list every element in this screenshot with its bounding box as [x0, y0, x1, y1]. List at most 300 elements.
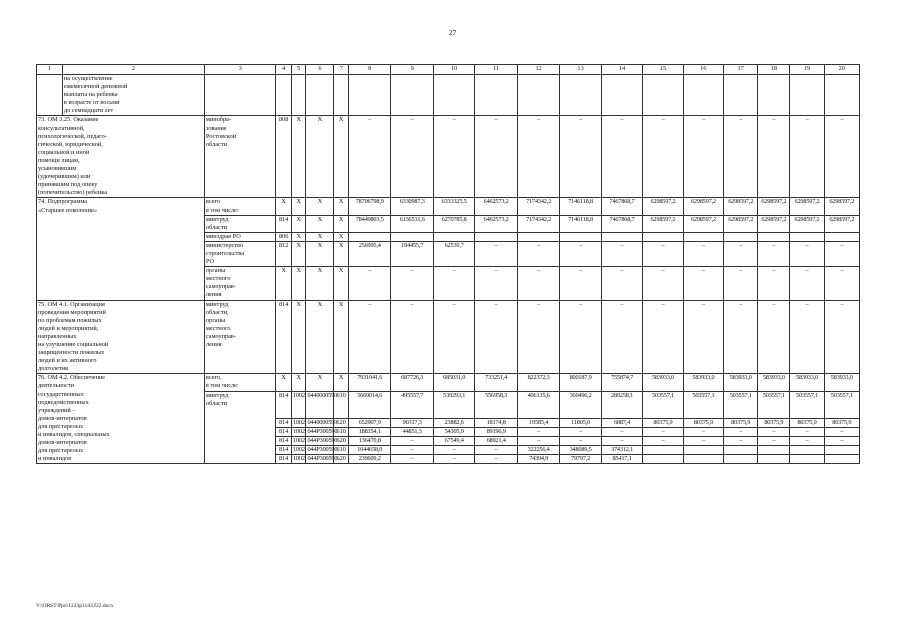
value-cell: –: [560, 437, 601, 446]
code-cell: Х: [334, 267, 349, 300]
value-cell: 79797,2: [560, 455, 601, 464]
name-line: в возрасте от восьми: [63, 99, 120, 107]
executor-line: строительства: [205, 249, 244, 257]
code-cell: 0440000590: [306, 391, 334, 418]
executor-line: области,: [205, 308, 229, 316]
row-number-cell: [37, 75, 63, 116]
empty-cell: [724, 75, 758, 116]
value-cell: 583933,0: [724, 374, 758, 391]
name-line: на осуществление: [63, 75, 113, 82]
empty-cell: [433, 75, 474, 116]
code-cell: Х: [291, 267, 306, 300]
value-cell: 54305,9: [433, 428, 474, 437]
value-cell: –: [433, 446, 474, 455]
code-cell: 610: [334, 428, 349, 437]
name-line: защищенности пожилых: [38, 349, 105, 357]
value-cell: 7146118,8: [560, 198, 601, 215]
value-cell: –: [643, 267, 683, 300]
value-cell: [643, 446, 683, 455]
value-cell: [790, 455, 824, 464]
value-cell: 348089,5: [560, 446, 601, 455]
name-line: проведения мероприятий: [38, 308, 106, 316]
value-cell: 6330987,3: [391, 198, 433, 215]
value-cell: [790, 446, 824, 455]
value-cell: 85417,1: [601, 455, 642, 464]
executor-line: ления: [205, 341, 222, 348]
code-cell: Х: [334, 300, 349, 374]
value-cell: 503557,1: [643, 391, 683, 418]
value-cell: [348, 232, 390, 241]
code-cell: 814: [276, 455, 292, 464]
value-cell: –: [517, 116, 559, 198]
table-row: [37, 75, 860, 116]
value-cell: –: [560, 267, 601, 300]
column-header: 5: [291, 65, 306, 75]
value-cell: –: [601, 300, 642, 374]
code-cell: Х: [306, 267, 334, 300]
code-cell: Х: [291, 215, 306, 232]
code-cell: Х: [291, 241, 306, 266]
code-cell: 044Р300590: [307, 446, 338, 454]
value-cell: 406135,6: [517, 391, 559, 418]
executor-cell: [204, 241, 276, 266]
name-line: психологической, педаго-: [38, 132, 107, 140]
value-cell: 80375,9: [724, 418, 758, 427]
executor-line: в том числе:: [205, 206, 239, 214]
value-cell: 6462573,2: [475, 215, 517, 232]
name-line: ежемесячной денежной: [63, 83, 128, 91]
code-cell: Х: [306, 241, 334, 266]
code-cell: 1002: [292, 455, 305, 463]
column-header: 14: [601, 65, 642, 75]
value-cell: [758, 232, 790, 241]
executor-cell: [204, 198, 276, 215]
column-header: 11: [475, 65, 517, 75]
value-cell: [724, 446, 758, 455]
value-cell: [683, 232, 723, 241]
executor-line: ления: [205, 291, 222, 299]
value-cell: –: [391, 455, 433, 464]
code-cell: 814: [276, 437, 292, 446]
code-cell: 1002: [292, 418, 305, 426]
value-cell: 6298597,2: [643, 215, 683, 232]
value-cell: –: [683, 300, 723, 374]
value-cell: [643, 232, 683, 241]
code-cell: Х: [334, 241, 349, 266]
name-line: до семнадцати лет: [63, 107, 114, 115]
value-cell: 19585,4: [517, 418, 559, 427]
name-line: «Старшее поколение»: [38, 206, 97, 214]
value-cell: 6298597,2: [683, 198, 723, 215]
code-cell: 808: [276, 116, 292, 198]
value-cell: 503557,1: [758, 391, 790, 418]
value-cell: 503557,1: [683, 391, 723, 418]
executor-line: Ростовской: [205, 132, 237, 140]
value-cell: –: [643, 437, 683, 446]
name-line: (попечительство) ребенка: [38, 189, 108, 197]
value-cell: 6298597,2: [790, 198, 824, 215]
value-cell: –: [683, 267, 723, 300]
value-cell: –: [601, 241, 642, 266]
empty-cell: [348, 75, 390, 116]
value-cell: [758, 455, 790, 464]
empty-cell: [560, 75, 601, 116]
value-cell: –: [391, 267, 433, 300]
executor-line: минтруд: [205, 391, 229, 399]
column-header: 18: [758, 65, 790, 75]
executor-line: самоуправ-: [205, 283, 236, 291]
value-cell: 239609,2: [348, 455, 390, 464]
code-cell: Х: [306, 116, 334, 198]
value-cell: 6298597,2: [824, 198, 859, 215]
name-line: помощи лицам,: [38, 156, 80, 164]
name-cell: [37, 116, 205, 198]
value-cell: –: [475, 116, 517, 198]
value-cell: –: [517, 437, 559, 446]
name-line: для престарелых: [38, 447, 84, 455]
code-cell: 1002: [291, 391, 306, 418]
code-cell: 814: [276, 391, 292, 418]
value-cell: 6298597,2: [724, 215, 758, 232]
name-line: для престарелых: [38, 422, 84, 430]
value-cell: –: [475, 241, 517, 266]
value-cell: 583933,0: [824, 374, 859, 391]
executor-cell: [204, 232, 276, 241]
value-cell: –: [643, 241, 683, 266]
value-cell: [724, 455, 758, 464]
value-cell: –: [824, 116, 859, 198]
code-cell: Х: [276, 198, 292, 215]
code-cell: 1002: [292, 446, 305, 454]
value-cell: 1044658,0: [348, 446, 390, 455]
value-cell: –: [391, 446, 433, 455]
name-line: 75. ОМ 4.1. Организация: [38, 300, 105, 308]
code-cell: 044Р300590: [307, 428, 338, 436]
value-cell: 556958,3: [475, 391, 517, 418]
value-cell: [824, 455, 859, 464]
name-cell: [37, 374, 205, 464]
executor-cell: [204, 391, 276, 464]
value-cell: 6462573,2: [475, 198, 517, 215]
code-cell: Х: [291, 300, 306, 374]
value-cell: 78706798,9: [348, 198, 390, 215]
value-cell: [475, 232, 517, 241]
value-cell: 583933,0: [683, 374, 723, 391]
code-cell: 620: [334, 418, 349, 427]
value-cell: –: [824, 267, 859, 300]
value-cell: 822372,3: [517, 374, 559, 391]
value-cell: 80375,9: [824, 418, 859, 427]
code-cell: Х: [276, 374, 292, 391]
value-cell: 7146118,8: [560, 215, 601, 232]
name-line: принявшим под опеку: [38, 181, 98, 189]
value-cell: –: [560, 300, 601, 374]
code-cell: 610: [334, 391, 349, 418]
code-cell: Х: [291, 374, 306, 391]
name-line: консультативной,: [38, 124, 85, 132]
value-cell: –: [517, 241, 559, 266]
name-line: 76. ОМ 4.2. Обеспечение: [38, 374, 106, 382]
executor-cell: [204, 116, 276, 198]
value-cell: 322256,4: [517, 446, 559, 455]
value-cell: –: [475, 267, 517, 300]
value-cell: 687726,3: [391, 374, 433, 391]
value-cell: 136470,8: [348, 437, 390, 446]
empty-cell: [204, 75, 276, 116]
executor-line: РО: [205, 258, 215, 266]
value-cell: 7467868,7: [601, 198, 642, 215]
column-header: 16: [683, 65, 723, 75]
value-cell: –: [790, 437, 824, 446]
value-cell: [683, 455, 723, 464]
column-header: 2: [62, 65, 204, 75]
name-line: и инвалидов: [38, 455, 72, 463]
code-cell: Х: [334, 374, 349, 391]
empty-cell: [391, 75, 433, 116]
column-header: 15: [643, 65, 683, 75]
value-cell: 68921,4: [475, 437, 517, 446]
code-cell: 620: [334, 455, 349, 464]
value-cell: 7174342,2: [517, 198, 559, 215]
value-cell: –: [790, 300, 824, 374]
value-cell: –: [758, 267, 790, 300]
budget-table: [36, 64, 860, 464]
table-row: [37, 198, 860, 215]
code-cell: Х: [291, 116, 306, 198]
value-cell: –: [560, 241, 601, 266]
value-cell: [643, 455, 683, 464]
value-cell: –: [643, 300, 683, 374]
footer-file-path: Y:\ORST\Ppo\1223p1143.f22.docx: [36, 603, 114, 609]
value-cell: 90317,3: [391, 418, 433, 427]
name-line: домов-интернатов: [38, 414, 87, 422]
value-cell: 495557,7: [391, 391, 433, 418]
value-cell: –: [517, 300, 559, 374]
code-cell: 1002: [292, 437, 305, 445]
name-line: учреждений –: [38, 406, 76, 414]
value-cell: –: [724, 300, 758, 374]
code-cell: Х: [306, 232, 334, 241]
value-cell: 89196,9: [475, 428, 517, 437]
column-header: 4: [276, 65, 292, 75]
code-cell: Х: [306, 374, 334, 391]
name-line: 73. ОМ 3.25. Оказание: [38, 116, 99, 124]
empty-cell: [517, 75, 559, 116]
code-cell: Х: [291, 198, 306, 215]
column-header: 19: [790, 65, 824, 75]
code-cell: Х: [334, 232, 349, 241]
executor-line: всего: [205, 198, 221, 206]
value-cell: –: [758, 428, 790, 437]
value-cell: 503557,1: [824, 391, 859, 418]
value-cell: 7174342,2: [517, 215, 559, 232]
name-line: (удочерившим) или: [38, 173, 91, 181]
value-cell: –: [560, 116, 601, 198]
value-cell: –: [517, 267, 559, 300]
code-cell: 620: [334, 437, 349, 446]
name-line: по проблемам пожилых: [38, 316, 102, 324]
column-header: 8: [348, 65, 390, 75]
code-cell: 610: [334, 446, 349, 455]
page-number: 27: [448, 28, 457, 37]
executor-cell: [204, 215, 276, 232]
value-cell: 652907,9: [348, 418, 390, 427]
code-cell: Х: [334, 198, 349, 215]
value-cell: 5669014,6: [348, 391, 390, 418]
value-cell: 256995,4: [348, 241, 390, 266]
empty-cell: [291, 75, 306, 116]
name-line: людей и мероприятий,: [38, 324, 99, 332]
value-cell: 755874,7: [601, 374, 642, 391]
value-cell: –: [758, 116, 790, 198]
value-cell: –: [433, 267, 474, 300]
executor-line: минтруд: [205, 300, 229, 308]
value-cell: –: [824, 437, 859, 446]
name-line: подведомственных: [38, 398, 89, 406]
code-cell: Х: [306, 215, 334, 232]
value-cell: –: [433, 116, 474, 198]
value-cell: 6298597,2: [824, 215, 859, 232]
executor-line: всего,: [205, 374, 222, 382]
code-cell: Х: [334, 215, 349, 232]
value-cell: 503557,1: [724, 391, 758, 418]
value-cell: –: [643, 428, 683, 437]
value-cell: –: [790, 116, 824, 198]
empty-cell: [824, 75, 859, 116]
value-cell: 360496,2: [560, 391, 601, 418]
value-cell: 80375,9: [790, 418, 824, 427]
empty-cell: [601, 75, 642, 116]
value-cell: [433, 232, 474, 241]
value-cell: 7931041,6: [348, 374, 390, 391]
value-cell: –: [475, 300, 517, 374]
code-cell: 044Р300590: [307, 437, 338, 445]
value-cell: –: [601, 267, 642, 300]
value-cell: –: [391, 300, 433, 374]
column-header: 17: [724, 65, 758, 75]
empty-cell: [334, 75, 349, 116]
value-cell: 78449803,5: [348, 215, 390, 232]
value-cell: 6887,4: [601, 418, 642, 427]
value-cell: 685031,0: [433, 374, 474, 391]
value-cell: –: [683, 241, 723, 266]
code-cell: 814: [276, 215, 292, 232]
name-line: 74. Подпрограмма: [38, 198, 88, 206]
code-cell: 806: [276, 232, 292, 241]
code-cell: Х: [306, 198, 334, 215]
column-header: 9: [391, 65, 433, 75]
executor-line: органы: [205, 267, 226, 275]
name-line: на улучшение социальной: [38, 341, 109, 348]
value-cell: –: [790, 241, 824, 266]
value-cell: 18174,8: [475, 418, 517, 427]
value-cell: 23882,6: [433, 418, 474, 427]
value-cell: –: [758, 437, 790, 446]
name-line: выплаты на ребенка: [63, 91, 118, 99]
value-cell: –: [758, 300, 790, 374]
column-header: 1: [37, 65, 63, 75]
value-cell: 6136531,6: [391, 215, 433, 232]
value-cell: [824, 232, 859, 241]
value-cell: –: [601, 116, 642, 198]
executor-line: министерство: [205, 241, 244, 249]
column-header: 12: [517, 65, 559, 75]
value-cell: 80375,9: [683, 418, 723, 427]
empty-cell: [643, 75, 683, 116]
value-cell: –: [724, 116, 758, 198]
code-cell: 1002: [292, 428, 305, 436]
column-header: 20: [824, 65, 859, 75]
value-cell: 800187,9: [560, 374, 601, 391]
value-cell: 583933,0: [643, 374, 683, 391]
value-cell: 733251,4: [475, 374, 517, 391]
value-cell: [724, 232, 758, 241]
value-cell: 6298597,2: [758, 215, 790, 232]
value-cell: 6270785,8: [433, 215, 474, 232]
value-cell: –: [683, 116, 723, 198]
column-header: 3: [204, 65, 276, 75]
executor-cell: [204, 300, 276, 374]
column-header: 13: [560, 65, 601, 75]
executor-line: самоуправ-: [205, 332, 236, 340]
executor-line: минздрав РО: [205, 232, 241, 240]
value-cell: –: [433, 300, 474, 374]
column-header: 6: [306, 65, 334, 75]
value-cell: 67549,4: [433, 437, 474, 446]
executor-line: органы: [205, 316, 226, 324]
value-cell: –: [724, 428, 758, 437]
code-cell: 044Р300590: [307, 455, 338, 463]
column-header: 7: [334, 65, 349, 75]
executor-line: минтруд: [205, 215, 229, 223]
executor-cell: [204, 267, 276, 300]
value-cell: [790, 232, 824, 241]
empty-cell: [790, 75, 824, 116]
value-cell: –: [824, 241, 859, 266]
value-cell: –: [824, 300, 859, 374]
value-cell: –: [475, 455, 517, 464]
value-cell: –: [560, 428, 601, 437]
value-cell: 194455,7: [391, 241, 433, 266]
empty-cell: [475, 75, 517, 116]
value-cell: [683, 446, 723, 455]
value-cell: [601, 232, 642, 241]
value-cell: 44851,3: [391, 428, 433, 437]
value-cell: 11805,0: [560, 418, 601, 427]
empty-cell: [758, 75, 790, 116]
value-cell: –: [391, 116, 433, 198]
value-cell: –: [724, 437, 758, 446]
value-cell: –: [601, 428, 642, 437]
value-cell: –: [391, 437, 433, 446]
code-cell: Х: [306, 300, 334, 374]
value-cell: 7467868,7: [601, 215, 642, 232]
executor-line: в том числе:: [205, 382, 239, 390]
value-cell: 74394,9: [517, 455, 559, 464]
value-cell: 6298597,2: [724, 198, 758, 215]
code-cell: 814: [276, 446, 292, 455]
name-line: людей и их активного: [38, 357, 97, 365]
value-cell: 539293,1: [433, 391, 474, 418]
value-cell: [560, 232, 601, 241]
value-cell: –: [348, 116, 390, 198]
value-cell: 62539,7: [433, 241, 474, 266]
value-cell: –: [348, 267, 390, 300]
empty-cell: [306, 75, 334, 116]
executor-cell: [204, 374, 276, 391]
value-cell: [391, 232, 433, 241]
name-line: гической, юридической,: [38, 140, 103, 148]
